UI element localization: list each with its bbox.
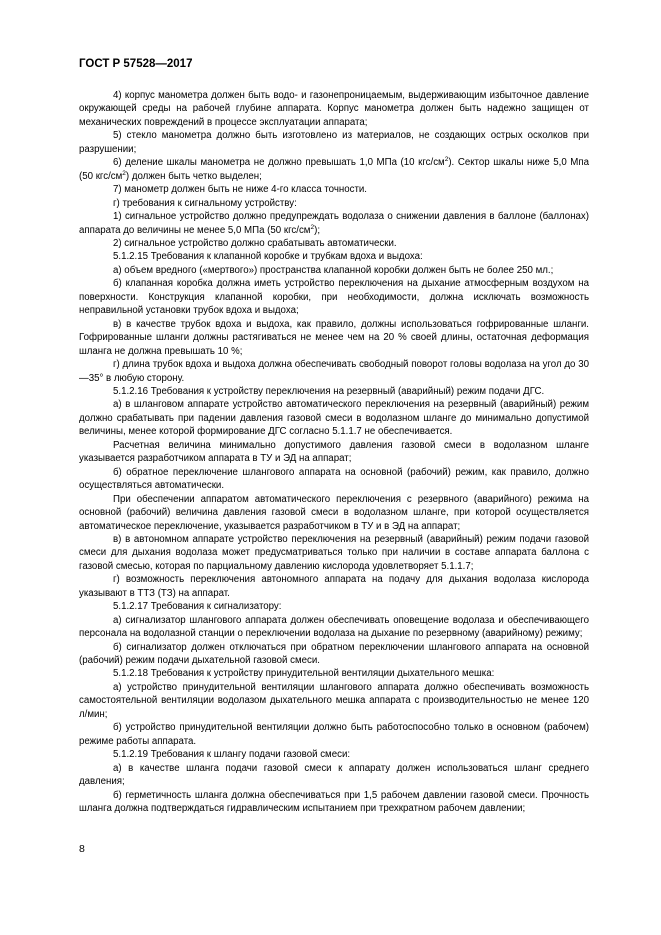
paragraph: б) клапанная коробка должна иметь устройство переключения на дыхание атмосферным воздухом на поверхности. Конструкция клапанной коробки, при необходимости, должна исключать возможность неправильной установки трубок вдоха и выдоха; <box>79 278 589 317</box>
paragraph: Расчетная величина минимально допустимого давления газовой смеси в водолазном шланге указывается разработчиком аппарата в ТУ и ЭД на аппарат; <box>79 439 589 465</box>
paragraph: 6) деление шкалы манометра не должно превышать 1,0 МПа (10 кгс/$см^2$). Сектор шкалы ниже 5,0 Мпа (50 кгс/$см^2$) должен быть четко выделен; <box>79 156 589 182</box>
paragraph: г) возможность переключения автономного аппарата на подачу для дыхания водолаза кислорода указывают в ТТЗ (ТЗ) на аппарат. <box>79 574 589 599</box>
paragraph: 7) манометр должен быть не ниже 4-го класса точности. <box>113 184 367 196</box>
document-header: ГОСТ Р 57528—2017 <box>79 58 193 70</box>
paragraph: 4) корпус манометра должен быть водо- и газонепроницаемым, выдерживающим избыточное давление окружающей среды на рабочей глубине аппарата. Корпус манометра должен быть надежно защищен от механических повреждений в процессе эксплуатации аппарата; <box>79 90 589 128</box>
paragraph: 2) сигнальное устройство должно срабатывать автоматически. <box>113 237 397 249</box>
paragraph: а) в шланговом аппарате устройство автоматического переключения на резервный (аварийный) режим должно срабатывать при падении давления газовой смеси в водолазном шланге до минимально допустимой величины, менее которой формирование ДГС согласно 5.1.1.7 не обеспечивается. <box>79 399 589 438</box>
paragraph: а) объем вредного («мертвого») пространства клапанной коробки должен быть не более 250 мл.; <box>113 264 554 276</box>
paragraph: 1) сигнальное устройство должно предупреждать водолаза о снижении давления в баллоне (баллонах) аппарата до величины не менее 5,0 МПа (50 кгс/$см^2$); <box>79 211 589 236</box>
paragraph: б) устройство принудительной вентиляции должно быть работоспособно только в основном (рабочем) режиме работы аппарата. <box>79 722 589 747</box>
paragraph: б) герметичность шланга должна обеспечиваться при 1,5 рабочем давлении газовой смеси. Прочность шланга должна подтверждаться гидравлическим испытанием при трехкратном рабочем давлении; <box>79 789 589 815</box>
paragraph: в) в автономном аппарате устройство переключения на резервный (аварийный) режим подачи газовой смеси для дыхания водолаза может предусматриваться только при наличии в составе аппарата баллона с газовой смесью, которая по парциальному давлению кислорода удовлетворяет 5.1.1.7; <box>79 533 589 572</box>
paragraph: а) сигнализатор шлангового аппарата должен обеспечивать оповещение водолаза и обеспечивающего персонала на водолазной станции о переключении водолаза на дыхание по резервному (аварийному) режиму; <box>79 614 589 640</box>
page-number: 8 <box>79 843 85 855</box>
paragraph: б) сигнализатор должен отключаться при обратном переключении шлангового аппарата на основной (рабочий) режим подачи дыхательной газовой смеси. <box>79 641 589 667</box>
document-body <box>79 89 589 815</box>
paragraph: г) длина трубок вдоха и выдоха должна обеспечивать свободный поворот головы водолаза на угол до 30—35° в любую сторону. <box>79 359 589 384</box>
paragraph: При обеспечении аппаратом автоматического переключения с резервного (аварийного) режима на основной (рабочий) величина давления газовой смеси в водолазном шланге, при которой осуществляется автоматическое переключение, указывается разработчиком в ТУ и в ЭД на аппарат; <box>79 493 589 532</box>
paragraph: 5.1.2.18 Требования к устройству принудительной вентиляции дыхательного мешка: <box>113 668 495 680</box>
paragraph: а) в качестве шланга подачи газовой смеси к аппарату должен использоваться шланг среднего давления; <box>79 762 589 788</box>
paragraph: 5.1.2.16 Требования к устройству переключения на резервный (аварийный) режим подачи ДГС. <box>113 385 545 397</box>
paragraph: б) обратное переключение шлангового аппарата на основной (рабочий) режим, как правило, должно осуществляться автоматически. <box>79 466 589 492</box>
paragraph: г) требования к сигнальному устройству: <box>113 197 297 209</box>
paragraph: 5.1.2.15 Требования к клапанной коробке и трубкам вдоха и выдоха: <box>113 251 423 263</box>
paragraph: 5.1.2.17 Требования к сигнализатору: <box>113 601 282 613</box>
paragraph: в) в качестве трубок вдоха и выдоха, как правило, должны использоваться гофрированные шланги. Гофрированные шланги должны растягиваться не менее чем на 20 % своей длины, остаточная деформация шланга не должна превышать 10 %; <box>79 318 589 357</box>
paragraph: а) устройство принудительной вентиляции шлангового аппарата должно обеспечивать возможность самостоятельной вентиляции водолазом дыхательного мешка аппарата с производительностью не менее 120 л/мин; <box>79 681 589 720</box>
paragraph: 5) стекло манометра должно быть изготовлено из материалов, не создающих острых осколков при разрушении; <box>79 130 589 155</box>
paragraph: 5.1.2.19 Требования к шлангу подачи газовой смеси: <box>113 749 351 761</box>
